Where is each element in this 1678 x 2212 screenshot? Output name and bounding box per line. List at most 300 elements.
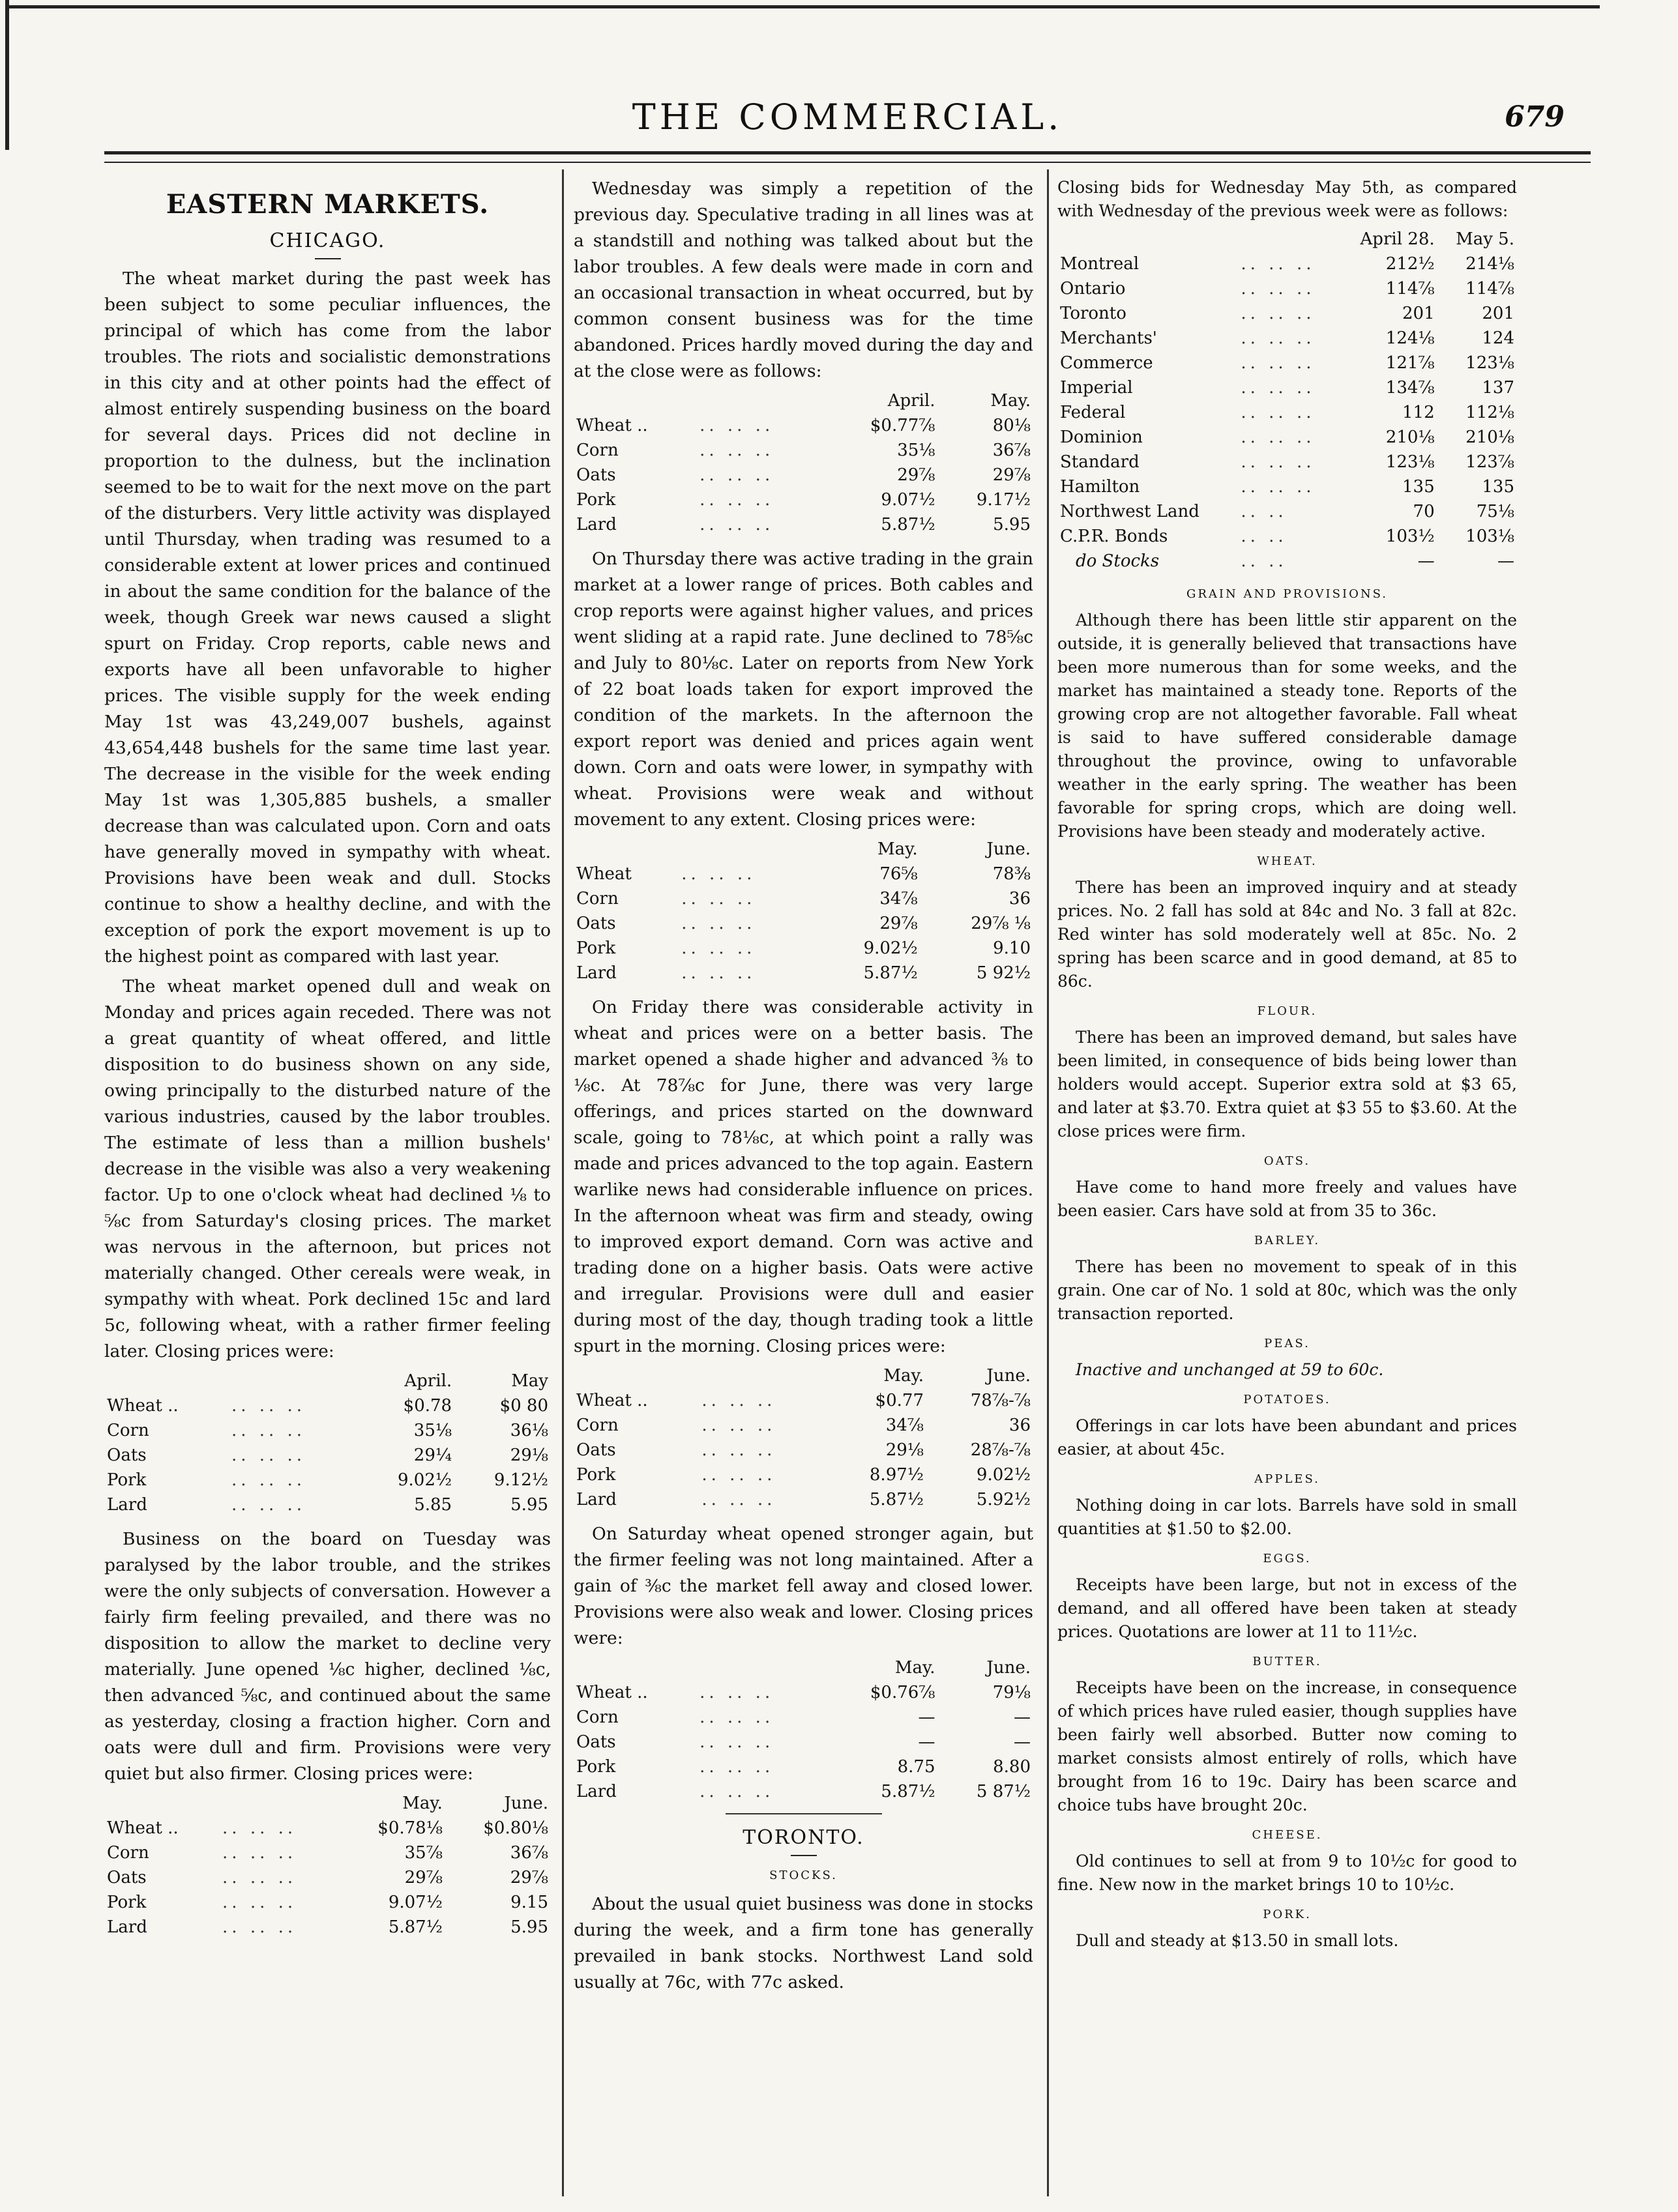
table-cell: do Stocks bbox=[1076, 551, 1160, 571]
table-cell bbox=[220, 1791, 340, 1816]
table-row bbox=[1057, 326, 1517, 351]
section-rule bbox=[726, 1813, 882, 1814]
table-cell: 8.75 bbox=[897, 1757, 935, 1777]
subsection-heading: PEAS. bbox=[1264, 1337, 1310, 1350]
table-cell: 9.02½ bbox=[863, 939, 918, 958]
table-cell bbox=[1057, 227, 1238, 252]
leader-dots: .. .. .. bbox=[701, 1465, 776, 1485]
table-row bbox=[1057, 252, 1517, 276]
city-heading: CHICAGO. bbox=[269, 229, 386, 252]
paragraph: On Friday there was considerable activity in wheat and prices were on a better basis. The market opened a shade higher and advanced ⅜ to ⅛c. At 78⅞c for June, there was very large offerings, and prices started on the downward scale, going to 78⅛c, at which point a rally was made and prices advanced to the top again. Eastern warlike news had considerable influence on prices. In the afternoon wheat was firm and steady, owing to improved export demand. Corn was active and trading done on a higher basis. Oats were active and irregular. Provisions were dull and easier during most of the day, though trading took a little spurt in the morning. Closing prices were: bbox=[574, 997, 1033, 1356]
table-cell: 35⅞ bbox=[404, 1843, 443, 1863]
price-table bbox=[104, 1369, 551, 1517]
table-cell: 112 bbox=[1402, 403, 1435, 422]
subsection-heading: BUTTER. bbox=[1252, 1655, 1322, 1668]
table-cell: 5.87½ bbox=[388, 1917, 443, 1937]
table-cell: Lard bbox=[576, 515, 617, 534]
table-cell: Oats bbox=[107, 1868, 147, 1887]
leader-dots: .. .. .. bbox=[701, 1391, 776, 1410]
column-header: June. bbox=[504, 1794, 548, 1813]
table-cell: — bbox=[1014, 1708, 1031, 1727]
leader-dots: .. .. .. bbox=[222, 1917, 297, 1937]
table-cell bbox=[697, 1655, 825, 1680]
table-cell: Dominion bbox=[1060, 428, 1143, 447]
leader-dots: .. .. .. bbox=[1241, 279, 1316, 298]
table-cell: Corn bbox=[107, 1421, 149, 1440]
divider bbox=[315, 258, 341, 259]
table-cell: Wheat .. bbox=[576, 1683, 648, 1702]
paragraph: There has been no movement to speak of in this grain. One car of No. 1 sold at 80c, which was the only transaction reported. bbox=[1057, 1257, 1517, 1323]
table-cell bbox=[574, 1655, 697, 1680]
leader-dots: .. .. bbox=[1241, 551, 1288, 571]
table-row bbox=[574, 1388, 1033, 1413]
table-cell: 9.02½ bbox=[976, 1465, 1031, 1485]
table-row bbox=[574, 1413, 1033, 1438]
table-cell: 137 bbox=[1482, 378, 1514, 398]
table-cell: 36⅞ bbox=[510, 1843, 548, 1863]
table-cell: 78⅞-⅞ bbox=[970, 1391, 1031, 1410]
paragraph: On Thursday there was active trading in the grain market at a lower range of prices. Both cables and crop reports were against higher values, and prices went sliding at a rapid rate. June declined to 78⅝c and July to 80⅛c. Later on reports from New York of 22 boat loads taken for export improved the condition of the markets. In the afternoon the export report was denied and prices again went down. Corn and oats were lower, in sympathy with wheat. Provisions were weak and without movement to any extent. Closing prices were: bbox=[574, 549, 1033, 830]
column-header: April. bbox=[887, 391, 935, 411]
table-cell bbox=[104, 1791, 220, 1816]
table-row bbox=[1057, 351, 1517, 375]
column-divider bbox=[562, 169, 564, 2196]
table-row bbox=[104, 1393, 551, 1418]
column-header: June. bbox=[986, 839, 1031, 859]
leader-dots: .. .. .. bbox=[231, 1470, 306, 1490]
table-cell: 210⅛ bbox=[1385, 428, 1435, 447]
table-cell: Wheat bbox=[576, 864, 632, 884]
table-row bbox=[104, 1865, 551, 1890]
table-cell: 9.10 bbox=[993, 939, 1031, 958]
paragraph: Have come to hand more freely and values have been easier. Cars have sold at from 35 to 36c. bbox=[1057, 1178, 1517, 1220]
table-row bbox=[1057, 474, 1517, 499]
table-cell: $0.78 bbox=[403, 1396, 452, 1416]
paragraph: There has been an improved inquiry and at steady prices. No. 2 fall has sold at 84c and No. 3 fall at 82c. Red winter has sold moderately well at 85c. No. 2 spring has been scarce and in good demand, at 85 to 86c. bbox=[1057, 878, 1517, 991]
table-cell: 5.85 bbox=[414, 1495, 452, 1515]
table-cell: Pork bbox=[576, 939, 616, 958]
leader-dots: .. .. bbox=[1241, 502, 1288, 521]
table-cell: Montreal bbox=[1060, 254, 1140, 274]
leader-dots: .. .. .. bbox=[222, 1818, 297, 1838]
table-row bbox=[574, 911, 1033, 936]
table-cell: $0.77⅞ bbox=[870, 416, 935, 435]
table-cell: 36⅛ bbox=[510, 1421, 548, 1440]
leader-dots: .. .. .. bbox=[1241, 378, 1316, 398]
table-cell: — bbox=[918, 1708, 935, 1727]
table-row bbox=[1057, 425, 1517, 450]
column-header: May bbox=[511, 1371, 548, 1391]
table-row bbox=[104, 1816, 551, 1841]
divider bbox=[791, 1855, 817, 1856]
table-cell: — bbox=[1417, 551, 1435, 571]
left-border bbox=[5, 0, 16, 150]
paragraph: Inactive and unchanged at 59 to 60c. bbox=[1076, 1360, 1384, 1379]
table-cell: 5.87½ bbox=[881, 1782, 935, 1801]
column-header: June. bbox=[986, 1658, 1031, 1678]
leader-dots: .. .. .. bbox=[222, 1893, 297, 1912]
table-cell bbox=[574, 1363, 699, 1388]
table-cell: 35⅛ bbox=[897, 441, 935, 460]
table-cell: Pork bbox=[576, 490, 616, 510]
table-cell: Oats bbox=[576, 1732, 616, 1752]
table-cell: 103½ bbox=[1385, 527, 1435, 546]
leader-dots: .. .. .. bbox=[699, 1708, 774, 1727]
table-cell: 79⅛ bbox=[992, 1683, 1031, 1702]
table-cell: 103⅛ bbox=[1465, 527, 1514, 546]
table-row bbox=[574, 512, 1033, 537]
table-cell: 5.95 bbox=[510, 1495, 548, 1515]
paragraph: Nothing doing in car lots. Barrels have sold in small quantities at $1.50 to $2.00. bbox=[1057, 1496, 1517, 1538]
leader-dots: .. .. .. bbox=[681, 864, 756, 884]
table-row bbox=[1057, 549, 1517, 574]
table-row bbox=[574, 961, 1033, 985]
section-heading: EASTERN MARKETS. bbox=[166, 189, 490, 220]
header-rule-thin bbox=[104, 162, 1591, 163]
leader-dots: .. .. .. bbox=[231, 1396, 306, 1416]
table-row bbox=[1057, 276, 1517, 301]
table-cell: Corn bbox=[576, 889, 619, 909]
table-cell: $0 80 bbox=[499, 1396, 548, 1416]
table-row bbox=[104, 1468, 551, 1492]
table-cell: 212½ bbox=[1385, 254, 1435, 274]
column-header: May. bbox=[894, 1658, 935, 1678]
column-header: May. bbox=[883, 1366, 924, 1386]
column-header: May. bbox=[877, 839, 918, 859]
table-cell: 29⅞ bbox=[510, 1868, 548, 1887]
leader-dots: .. .. .. bbox=[1241, 254, 1316, 274]
table-cell: Commerce bbox=[1060, 353, 1153, 373]
table-cell: Federal bbox=[1060, 403, 1126, 422]
table-cell: 5.87½ bbox=[881, 515, 935, 534]
table-cell: 8.80 bbox=[993, 1757, 1031, 1777]
table-cell: Pork bbox=[576, 1465, 616, 1485]
table-row bbox=[574, 1730, 1033, 1754]
paragraph: The wheat market opened dull and weak on Monday and prices again receded. There was not a great quantity of wheat offered, and little disposition to do business shown on any side, owing principally to the disturbed nature of the various industries, caused by the labor troubles. The estimate of less than a million bushels' decrease in the visible was also a very weakening factor. Up to one o'clock wheat had declined ⅛ to ⅝c from Saturday's closing prices. The market was nervous in the afternoon, but prices not materially changed. Other cereals were weak, in sympathy with wheat. Pork declined 15c and lard 5c, following wheat, with a rather firmer feeling later. Closing prices were: bbox=[104, 976, 551, 1361]
column-2 bbox=[574, 176, 1033, 2196]
leader-dots: .. .. .. bbox=[699, 1782, 774, 1801]
table-row bbox=[1057, 375, 1517, 400]
paragraph: On Saturday wheat opened stronger again, but the firmer feeling was not long maintained. After a gain of ⅜c the market fell away and closed lower. Provisions were also weak and lower. Closing prices were: bbox=[574, 1524, 1033, 1648]
paragraph: Although there has been little stir apparent on the outside, it is generally believed that transactions have been more numerous than for some weeks, and the market has maintained a steady tone. Reports of the growing crop are not altogether favorable. Fall wheat is said to have suffered considerable damage throughout the province, owing to unfavorable weather in the early spring. The weather has been favorable for spring crops, which are doing well. Provisions have been steady and moderately active. bbox=[1057, 611, 1517, 841]
table-cell: 29⅞ bbox=[992, 465, 1031, 485]
table-cell: C.P.R. Bonds bbox=[1060, 527, 1168, 546]
paragraph: Receipts have been on the increase, in consequence of which prices have ruled easier, though supplies have been fairly well absorbed. Butter now coming to market consists almost entirely of rolls, which have brought from 16 to 19c. Dairy has been scarce and choice tubs have brought 20c. bbox=[1057, 1678, 1517, 1814]
table-cell: 112⅛ bbox=[1465, 403, 1514, 422]
table-row bbox=[574, 886, 1033, 911]
table-row bbox=[574, 413, 1033, 438]
column-divider bbox=[1047, 169, 1049, 2196]
table-row bbox=[104, 1492, 551, 1517]
table-cell: 134⅞ bbox=[1385, 378, 1435, 398]
table-row bbox=[1057, 400, 1517, 425]
price-table bbox=[574, 388, 1033, 537]
leader-dots: .. .. .. bbox=[1241, 428, 1316, 447]
table-cell: 123⅛ bbox=[1385, 452, 1435, 472]
table-row bbox=[104, 1890, 551, 1915]
table-row bbox=[574, 1705, 1033, 1730]
subsection-heading: BARLEY. bbox=[1254, 1234, 1321, 1247]
table-cell: Corn bbox=[107, 1843, 149, 1863]
table-cell: 124 bbox=[1482, 328, 1514, 348]
leader-dots: .. .. .. bbox=[699, 465, 774, 485]
table-row bbox=[1057, 301, 1517, 326]
table-row bbox=[1057, 524, 1517, 549]
leader-dots: .. .. .. bbox=[699, 441, 774, 460]
leader-dots: .. .. .. bbox=[681, 889, 756, 909]
price-table bbox=[104, 1791, 551, 1940]
table-cell bbox=[574, 837, 679, 862]
page-header bbox=[104, 96, 1591, 149]
table-cell: 29⅛ bbox=[510, 1446, 548, 1465]
subsection-heading: CHEESE. bbox=[1252, 1828, 1323, 1842]
table-cell: Corn bbox=[576, 1416, 619, 1435]
table-cell: 214⅛ bbox=[1465, 254, 1514, 274]
table-cell: Pork bbox=[576, 1757, 616, 1777]
table-cell: 76⅝ bbox=[879, 864, 918, 884]
table-cell: Lard bbox=[107, 1495, 147, 1515]
subsection-heading: EGGS. bbox=[1263, 1552, 1312, 1565]
table-cell: 5.95 bbox=[993, 515, 1031, 534]
table-cell: 80⅛ bbox=[992, 416, 1031, 435]
table-cell: Lard bbox=[576, 963, 617, 983]
table-cell: Oats bbox=[576, 914, 616, 933]
table-cell: 5.87½ bbox=[863, 963, 918, 983]
table-cell: 34⅞ bbox=[879, 889, 918, 909]
table-cell bbox=[699, 1363, 829, 1388]
table-cell bbox=[697, 388, 825, 413]
table-cell: 5 92½ bbox=[976, 963, 1031, 983]
table-cell: 5.95 bbox=[510, 1917, 548, 1937]
table-cell: Northwest Land bbox=[1060, 502, 1200, 521]
header-rule bbox=[104, 151, 1591, 154]
leader-dots: .. .. .. bbox=[699, 1732, 774, 1752]
table-cell: 9.17½ bbox=[976, 490, 1031, 510]
table-cell bbox=[104, 1369, 229, 1393]
table-cell: Lard bbox=[576, 1782, 617, 1801]
table-cell: 5 87½ bbox=[976, 1782, 1031, 1801]
leader-dots: .. .. .. bbox=[231, 1421, 306, 1440]
table-cell: 9.12½ bbox=[493, 1470, 548, 1490]
table-cell bbox=[1238, 227, 1338, 252]
table-row bbox=[574, 936, 1033, 961]
table-cell: Oats bbox=[576, 465, 616, 485]
leader-dots: .. .. .. bbox=[1241, 328, 1316, 348]
table-cell: 9.15 bbox=[510, 1893, 548, 1912]
table-cell: Lard bbox=[576, 1490, 617, 1509]
leader-dots: .. .. .. bbox=[681, 963, 756, 983]
publication-title: THE COMMERCIAL. bbox=[632, 96, 1063, 138]
table-cell: 9.07½ bbox=[881, 490, 935, 510]
table-cell: 114⅞ bbox=[1465, 279, 1514, 298]
city-heading: TORONTO. bbox=[743, 1826, 864, 1849]
table-cell: Ontario bbox=[1060, 279, 1126, 298]
price-table bbox=[574, 1655, 1033, 1804]
leader-dots: .. .. .. bbox=[1241, 477, 1316, 497]
paragraph: There has been an improved demand, but sales have been limited, in consequence of bids being lower than holders would accept. Superior extra sold at $3 65, and later at $3.70. Extra quiet at $3 55 to $3.60. At the close prices were firm. bbox=[1057, 1028, 1517, 1141]
table-row bbox=[574, 1438, 1033, 1463]
table-row bbox=[574, 463, 1033, 488]
subsection-heading: PORK. bbox=[1263, 1908, 1312, 1921]
leader-dots: .. .. .. bbox=[222, 1843, 297, 1863]
paragraph: Receipts have been large, but not in excess of the demand, and all offered have been taken at steady prices. Quotations are lower at 11 to 11½c. bbox=[1057, 1575, 1517, 1641]
table-row bbox=[574, 862, 1033, 886]
table-cell: 75⅛ bbox=[1476, 502, 1514, 521]
table-cell: 123⅞ bbox=[1465, 452, 1514, 472]
table-cell: Toronto bbox=[1060, 304, 1126, 323]
subsection-heading: WHEAT. bbox=[1257, 854, 1317, 868]
table-cell: Wheat .. bbox=[576, 416, 648, 435]
table-row bbox=[574, 1779, 1033, 1804]
leader-dots: .. .. .. bbox=[701, 1490, 776, 1509]
leader-dots: .. .. .. bbox=[699, 1683, 774, 1702]
paragraph: Wednesday was simply a repetition of the previous day. Speculative trading in all lines was at a standstill and nothing was talked about but the labor troubles. A few deals were made in corn and an occasional transaction in wheat occurred, but by common consent business was for the time abandoned. Prices hardly moved during the day and at the close were as follows: bbox=[574, 179, 1033, 381]
paragraph: About the usual quiet business was done in stocks during the week, and a firm tone has generally prevailed in bank stocks. Northwest Land sold usually at 76c, with 77c asked. bbox=[574, 1894, 1033, 1992]
paragraph: Old continues to sell at from 9 to 10½c for good to fine. New now in the market brings 10 to 10½c. bbox=[1057, 1852, 1517, 1894]
subsection-heading: APPLES. bbox=[1254, 1472, 1320, 1486]
table-cell: Wheat .. bbox=[107, 1396, 179, 1416]
leader-dots: .. .. .. bbox=[699, 416, 774, 435]
table-cell: Hamilton bbox=[1060, 477, 1140, 497]
table-cell: 29⅞ ⅛ bbox=[971, 914, 1031, 933]
table-cell: Pork bbox=[107, 1893, 147, 1912]
leader-dots: .. .. .. bbox=[1241, 403, 1316, 422]
table-cell: 135 bbox=[1482, 477, 1514, 497]
column-header: June. bbox=[986, 1366, 1031, 1386]
table-cell: Pork bbox=[107, 1470, 147, 1490]
table-cell: Corn bbox=[576, 441, 619, 460]
table-cell: 210⅛ bbox=[1465, 428, 1514, 447]
paragraph: Closing bids for Wednesday May 5th, as compared with Wednesday of the previous week were as follows: bbox=[1057, 178, 1517, 220]
table-row bbox=[574, 488, 1033, 512]
leader-dots: .. .. .. bbox=[701, 1440, 776, 1460]
table-cell: Oats bbox=[576, 1440, 616, 1460]
table-row bbox=[574, 1463, 1033, 1487]
table-row bbox=[1057, 450, 1517, 474]
table-cell: 36 bbox=[1008, 889, 1031, 909]
table-row bbox=[574, 1680, 1033, 1705]
leader-dots: .. .. .. bbox=[1241, 452, 1316, 472]
stock-table bbox=[1057, 227, 1517, 574]
table-cell: 35⅛ bbox=[413, 1421, 452, 1440]
table-cell: — bbox=[918, 1732, 935, 1752]
leader-dots: .. .. .. bbox=[681, 914, 756, 933]
paragraph: The wheat market during the past week has been subject to some peculiar influences, the principal of which has come from the labor troubles. The riots and socialistic demonstrations in this city and at other points had the effect of almost entirely suspending business on the board for several days. Prices did not decline in proportion to the dulness, but the inclination seemed to be to wait for the next move on the part of the disturbers. Very little activity was displayed until Thursday, when trading was resumed to a considerable extent at lower prices and continued in about the same condition for the balance of the week, though Greek war news caused a slight spurt on Friday. Crop reports, cable news and exports have all been unfavorable to higher prices. The visible supply for the week ending May 1st was 43,249,007 bushels, against 43,654,448 bushels for the same time last year. The decrease in the visible for the week ending May 1st was 1,305,885 bushels, a smaller decrease than was calculated upon. Corn and oats have generally moved in sympathy with wheat. Provisions have been weak and dull. Stocks continue to show a healthy decline, and with the exception of pork the export movement is up to the highest point as compared with last year. bbox=[104, 269, 551, 967]
table-row bbox=[104, 1841, 551, 1865]
table-row bbox=[574, 438, 1033, 463]
table-cell: Wheat .. bbox=[107, 1818, 179, 1838]
table-cell: 124⅛ bbox=[1385, 328, 1435, 348]
table-cell: — bbox=[1014, 1732, 1031, 1752]
leader-dots: .. .. .. bbox=[699, 490, 774, 510]
leader-dots: .. .. .. bbox=[701, 1416, 776, 1435]
price-table bbox=[574, 837, 1033, 985]
table-cell: 29¼ bbox=[413, 1446, 452, 1465]
leader-dots: .. .. .. bbox=[1241, 353, 1316, 373]
leader-dots: .. .. .. bbox=[699, 515, 774, 534]
table-cell: 29⅞ bbox=[897, 465, 935, 485]
table-row bbox=[1057, 499, 1517, 524]
paragraph: Business on the board on Tuesday was paralysed by the labor trouble, and the strikes were the only subjects of conversation. However a fairly firm feeling prevailed, and there was no disposition to allow the market to decline very materially. June opened ⅛c higher, declined ⅛c, then advanced ⅝c, and continued about the same as yesterday, closing a fraction higher. Corn and oats were dull and firm. Provisions were very quiet but also firmer. Closing prices were: bbox=[104, 1529, 551, 1784]
subsection-heading: POTATOES. bbox=[1243, 1393, 1331, 1406]
table-cell: 201 bbox=[1402, 304, 1435, 323]
table-cell: — bbox=[1497, 551, 1514, 571]
column-3 bbox=[1057, 176, 1517, 2196]
table-cell: $0.80⅛ bbox=[483, 1818, 548, 1838]
column-header: May. bbox=[990, 391, 1031, 411]
leader-dots: .. .. bbox=[1241, 527, 1288, 546]
table-cell bbox=[574, 388, 697, 413]
subsection-heading: GRAIN AND PROVISIONS. bbox=[1186, 587, 1388, 601]
table-cell: $0.77 bbox=[875, 1391, 924, 1410]
table-cell: 5.87½ bbox=[869, 1490, 924, 1509]
subsection-heading: FLOUR. bbox=[1257, 1004, 1317, 1018]
table-cell: 123⅛ bbox=[1465, 353, 1514, 373]
column-header: May 5. bbox=[1456, 229, 1514, 249]
subsection-heading: OATS. bbox=[1263, 1154, 1311, 1168]
table-cell bbox=[679, 837, 817, 862]
table-cell: 9.07½ bbox=[388, 1893, 443, 1912]
column-header: May. bbox=[402, 1794, 443, 1813]
paragraph: Dull and steady at $13.50 in small lots. bbox=[1076, 1931, 1399, 1950]
table-row bbox=[104, 1443, 551, 1468]
table-cell: 135 bbox=[1402, 477, 1435, 497]
table-cell bbox=[229, 1369, 358, 1393]
table-cell: 114⅞ bbox=[1385, 279, 1435, 298]
table-cell: 28⅞-⅞ bbox=[970, 1440, 1031, 1460]
table-cell: 5.92½ bbox=[976, 1490, 1031, 1509]
table-cell: 29⅞ bbox=[404, 1868, 443, 1887]
table-cell: 201 bbox=[1482, 304, 1514, 323]
leader-dots: .. .. .. bbox=[1241, 304, 1316, 323]
leader-dots: .. .. .. bbox=[681, 939, 756, 958]
table-row bbox=[104, 1915, 551, 1940]
column-1 bbox=[104, 176, 551, 2196]
table-cell: $0.76⅞ bbox=[870, 1683, 935, 1702]
table-cell: Lard bbox=[107, 1917, 147, 1937]
table-cell: Standard bbox=[1060, 452, 1140, 472]
table-cell: Oats bbox=[107, 1446, 147, 1465]
table-cell: 8.97½ bbox=[869, 1465, 924, 1485]
paragraph: Offerings in car lots have been abundant and prices easier, at about 45c. bbox=[1057, 1416, 1517, 1459]
table-cell: Corn bbox=[576, 1708, 619, 1727]
leader-dots: .. .. .. bbox=[231, 1495, 306, 1515]
table-cell: 78⅜ bbox=[992, 864, 1031, 884]
page-number: 679 bbox=[1505, 100, 1565, 134]
leader-dots: .. .. .. bbox=[222, 1868, 297, 1887]
table-cell: Merchants' bbox=[1060, 328, 1157, 348]
table-cell: 34⅞ bbox=[885, 1416, 924, 1435]
table-cell: 29⅛ bbox=[885, 1440, 924, 1460]
table-cell: Wheat .. bbox=[576, 1391, 648, 1410]
table-cell: 121⅞ bbox=[1385, 353, 1435, 373]
table-cell: Imperial bbox=[1060, 378, 1133, 398]
table-row bbox=[104, 1418, 551, 1443]
table-cell: $0.78⅛ bbox=[377, 1818, 443, 1838]
top-border bbox=[5, 5, 1600, 8]
price-table bbox=[574, 1363, 1033, 1512]
table-row bbox=[574, 1487, 1033, 1512]
table-cell: 36⅞ bbox=[992, 441, 1031, 460]
column-header: April. bbox=[404, 1371, 452, 1391]
column-header: April 28. bbox=[1360, 229, 1435, 249]
table-cell: 9.02½ bbox=[398, 1470, 452, 1490]
table-cell: 70 bbox=[1413, 502, 1435, 521]
subsection-heading: STOCKS. bbox=[769, 1869, 838, 1882]
table-cell: 29⅞ bbox=[879, 914, 918, 933]
leader-dots: .. .. .. bbox=[231, 1446, 306, 1465]
table-row bbox=[574, 1754, 1033, 1779]
